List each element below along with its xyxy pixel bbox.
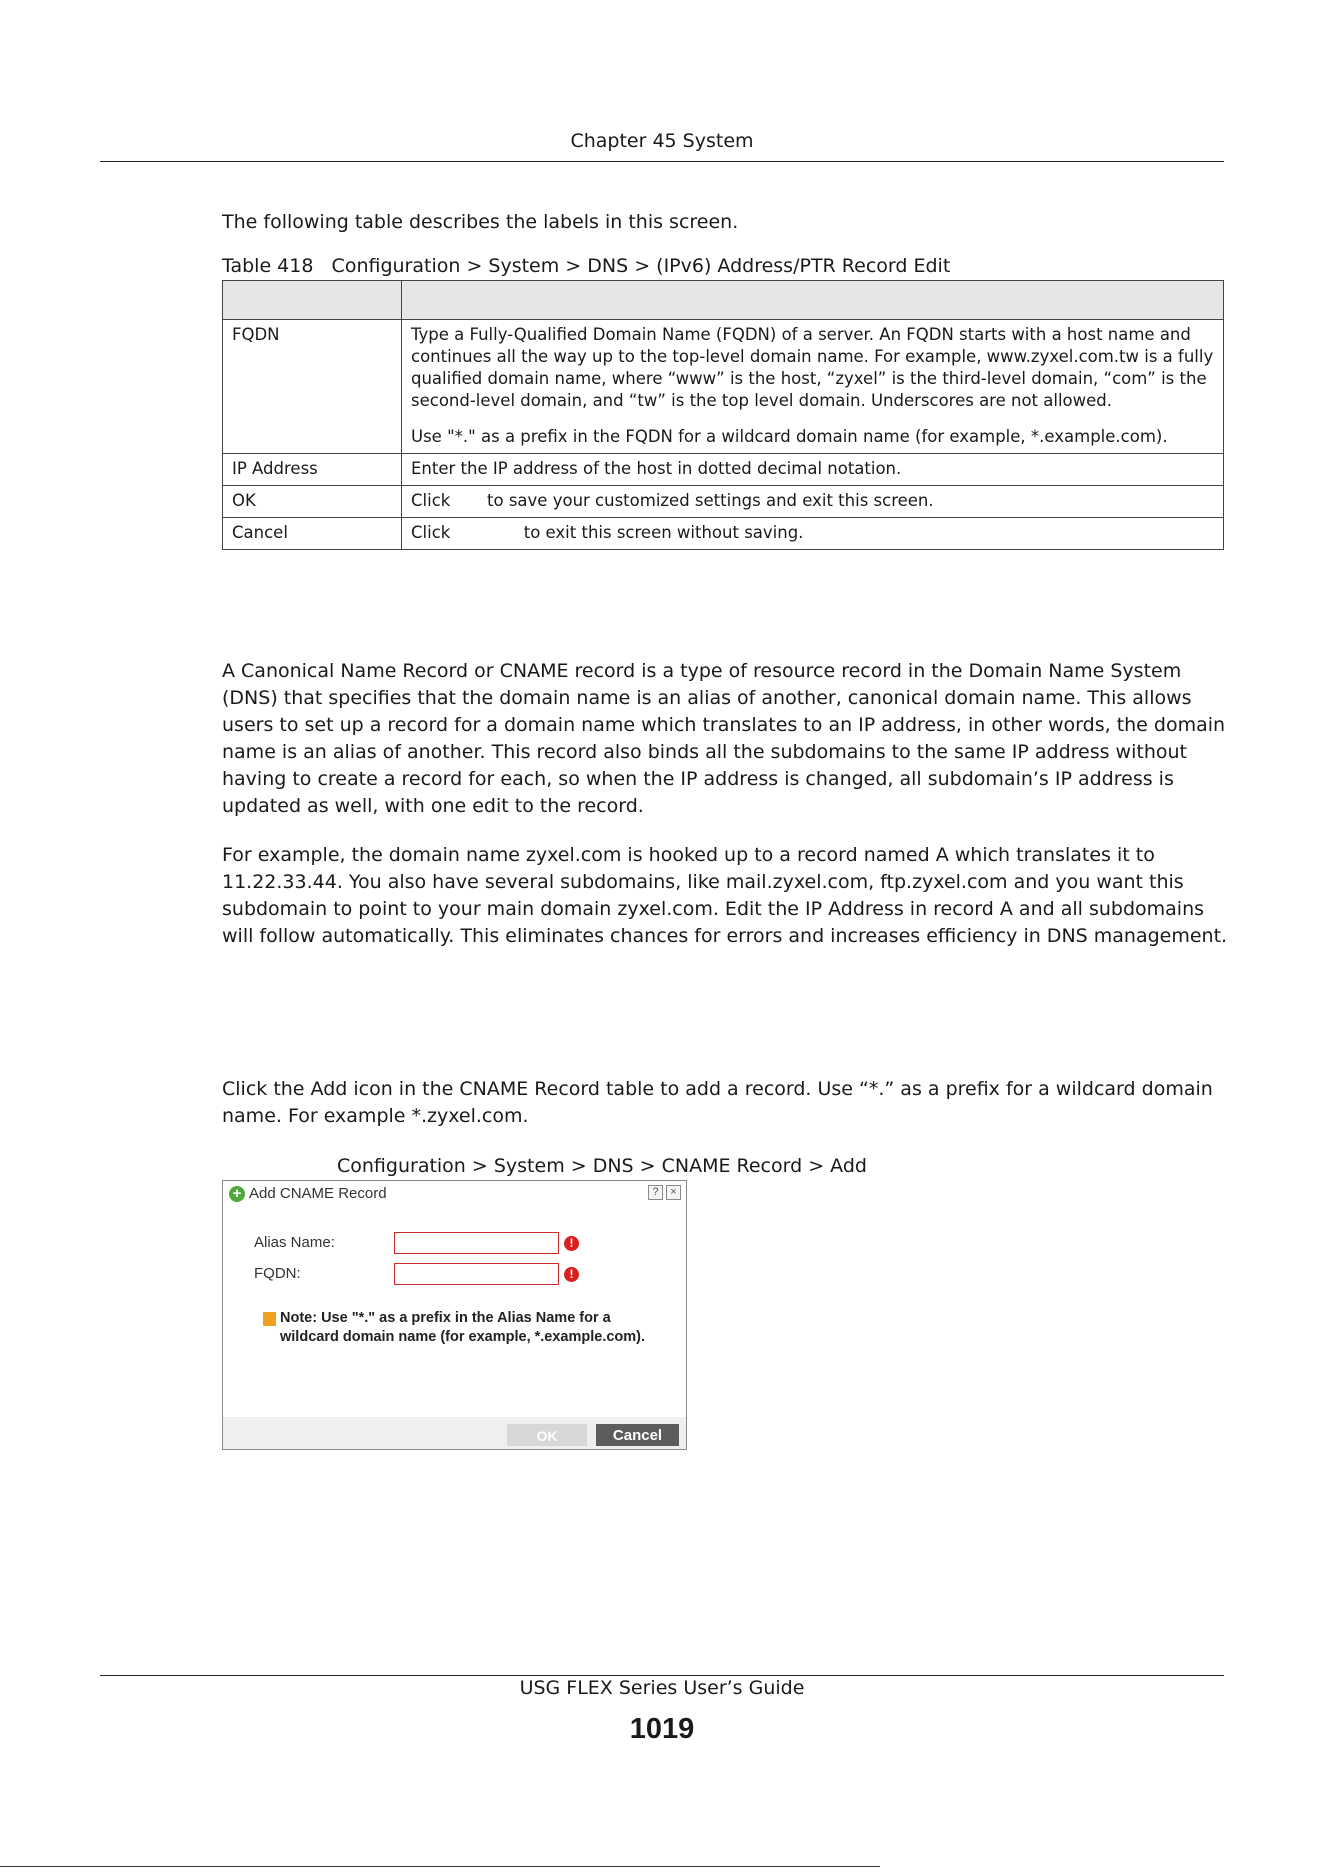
- guide-title: USG FLEX Series User’s Guide: [519, 1677, 805, 1699]
- fqdn-input[interactable]: [394, 1263, 559, 1285]
- fqdn-label: FQDN:: [254, 1265, 301, 1282]
- instruction-paragraph: Click the Add icon in the CNAME Record table to add a record. Use “*.” as a prefix for a wildcard domain name. For example *.zyxel.com.: [222, 1078, 1213, 1127]
- table-header-row: [223, 281, 1224, 320]
- row-description: Click to save your customized settings and exit this screen.: [402, 486, 1224, 518]
- table-header-cell: [223, 281, 402, 320]
- table-header-cell: [402, 281, 1224, 320]
- cancel-button[interactable]: Cancel: [596, 1424, 679, 1446]
- note-icon: [263, 1312, 276, 1326]
- row-text: Type a Fully-Qualified Domain Name (FQDN) of a server. An FQDN starts with a host name and continues all the way up to the top-level domain name. For example, www.zyxel.com.tw is a fully qualified domain name, where “www” is the host, “zyxel” is the third-level domain, “com” is the second-level domain, and “tw” is the top level domain. Underscores are not allowed.: [411, 325, 1214, 410]
- row-label: FQDN: [223, 320, 402, 454]
- row-label: IP Address: [223, 454, 402, 486]
- row-description: Enter the IP address of the host in dotted decimal notation.: [402, 454, 1224, 486]
- table-caption: Table 418 Configuration > System > DNS > (IPv6) Address/PTR Record Edit: [222, 255, 951, 277]
- close-icon[interactable]: ×: [666, 1185, 681, 1200]
- note-text: Note: Use "*." as a prefix in the Alias Name for a wildcard domain name (for example, *.example.com).: [280, 1310, 646, 1345]
- dialog-title: Add CNAME Record: [249, 1185, 387, 1202]
- row-description: [402, 320, 1224, 454]
- figure-caption: Configuration > System > DNS > CNAME Record > Add: [337, 1155, 867, 1177]
- table-row: [223, 320, 1224, 454]
- alias-name-input[interactable]: [394, 1232, 559, 1254]
- alias-name-label: Alias Name:: [254, 1234, 335, 1251]
- error-circle-icon: !: [564, 1236, 579, 1251]
- page-number: 1019: [629, 1713, 695, 1745]
- add-cname-dialog: [222, 1180, 687, 1450]
- table-row: [223, 454, 1224, 486]
- chapter-title: Chapter 45 System: [570, 130, 754, 152]
- header-rule: [100, 161, 1224, 162]
- row-label: OK: [223, 486, 402, 518]
- error-circle-icon: !: [564, 1267, 579, 1282]
- cname-paragraph: A Canonical Name Record or CNAME record is a type of resource record in the Domain Name System (DNS) that specifies that the domain name is an alias of another, canonical domain name. This allows users to set up a record for a domain name which translates to an IP address, in other words, the domain name is an alias of another. This record also binds all the subdomains to the same IP address without having to create a record for each, so when the IP address is changed, all subdomain’s IP address is updated as well, with one edit to the record.: [222, 660, 1226, 817]
- help-icon[interactable]: ?: [648, 1185, 663, 1200]
- row-description: Click to exit this screen without saving.: [402, 518, 1224, 550]
- bottom-rule: [0, 1866, 880, 1867]
- dialog-title-bar: [229, 1185, 387, 1202]
- row-text-secondary: Use "*." as a prefix in the FQDN for a wildcard domain name (for example, *.example.com).: [411, 427, 1168, 446]
- table-row: [223, 518, 1224, 550]
- footer-rule: [100, 1675, 1224, 1676]
- intro-text: The following table describes the labels in this screen.: [222, 211, 739, 233]
- plus-circle-icon: +: [229, 1186, 245, 1202]
- table-row: [223, 486, 1224, 518]
- row-label: Cancel: [223, 518, 402, 550]
- ok-button[interactable]: OK: [507, 1424, 587, 1446]
- description-table: [222, 280, 1224, 550]
- example-paragraph: For example, the domain name zyxel.com is hooked up to a record named A which translates it to 11.22.33.44. You also have several subdomains, like mail.zyxel.com, ftp.zyxel.com and you want this subdomain to point to your main domain zyxel.com. Edit the IP Address in record A and all subdomains will follow automatically. This eliminates chances for errors and increases efficiency in DNS management.: [222, 844, 1228, 947]
